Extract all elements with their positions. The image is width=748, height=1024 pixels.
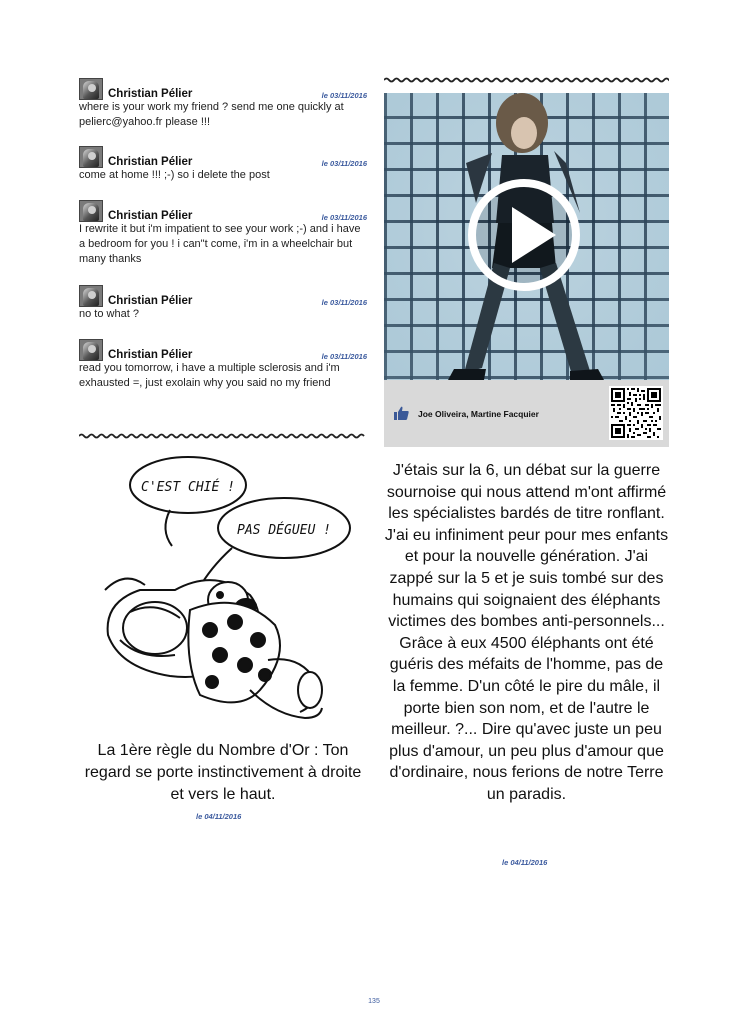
comment-date: le 03/11/2016 — [321, 298, 367, 307]
comment-author[interactable]: Christian Pélier — [108, 88, 193, 100]
comment-header — [79, 339, 367, 361]
speech-bubble-2 — [198, 498, 350, 590]
comment-date: le 03/11/2016 — [321, 159, 367, 168]
video-thumbnail[interactable] — [384, 93, 669, 380]
likers-names[interactable]: Joe Oliveira, Martine Facquier — [418, 409, 539, 419]
cartoon-illustration[interactable] — [100, 450, 355, 728]
left-caption-date: le 04/11/2016 — [196, 812, 242, 821]
comment-text: where is your work my friend ? send me one quickly at pelierc@yahoo.fr please !!! — [79, 101, 344, 128]
comment-author[interactable]: Christian Pélier — [108, 156, 193, 168]
page-number: 135 — [368, 998, 380, 1005]
comment — [79, 146, 367, 183]
comment-list — [79, 78, 367, 404]
play-button[interactable] — [468, 179, 580, 291]
thumbs-up-icon[interactable] — [394, 406, 409, 420]
comment-text: come at home !!! ;-) so i delete the post — [79, 169, 270, 181]
bubble-1-text: C'EST CHIÉ ! — [141, 480, 235, 495]
comment — [79, 285, 367, 322]
avatar[interactable] — [79, 285, 103, 307]
comment-author[interactable]: Christian Pélier — [108, 210, 193, 222]
avatar[interactable] — [79, 200, 103, 222]
wavy-divider-left — [79, 432, 367, 440]
bubble-2-text: PAS DÉGUEU ! — [237, 523, 331, 538]
comment — [79, 78, 367, 130]
comment-text: read you tomorrow, i have a multiple sclerosis and i'm exhausted =, just exolain why you said no my friend — [79, 362, 340, 389]
comment-text: no to what ? — [79, 308, 139, 320]
comment-header — [79, 200, 367, 222]
post-text: J'étais sur la 6, un débat sur la guerre sournoise qui nous attend m'ont affirmé les spécialistes bardés de titre ronflant. J'ai eu infiniment peur pour mes enfants et pour la nouvelle génération. J'ai zappé sur la 5 et je suis tombé sur des humains qui soignaient des éléphants victimes des bombes anti-personnels... Grâce à eux 4500 éléphants ont été guéris des méfaits de l'homme, pas de la femme. D'un côté le pire du mâle, il porte bien son nom, et de l'autre le meilleur. ?... Dire qu'avec juste un peu plus d'amour, un peu plus d'amour que d'ordinaire, nous ferions de notre Terre un paradis. — [384, 462, 669, 803]
left-caption: La 1ère règle du Nombre d'Or : Ton regard se porte instinctivement à droite et vers le haut. — [84, 742, 362, 803]
comment-date: le 03/11/2016 — [321, 91, 367, 100]
comment — [79, 339, 367, 391]
video-card — [384, 93, 669, 447]
comment-header — [79, 78, 367, 100]
comment-author[interactable]: Christian Pélier — [108, 349, 193, 361]
comment-header — [79, 285, 367, 307]
comment-text: I rewrite it but i'm impatient to see your work ;-) and i have a bedroom for you ! i can"t come, i'm in a wheelchair but many thanks — [79, 223, 361, 265]
cartoon-characters — [105, 579, 322, 718]
avatar[interactable] — [79, 78, 103, 100]
post-date: le 04/11/2016 — [502, 858, 548, 867]
wavy-divider-top-right — [384, 76, 669, 84]
comment-header — [79, 146, 367, 168]
comment-date: le 03/11/2016 — [321, 352, 367, 361]
comment-date: le 03/11/2016 — [321, 213, 367, 222]
comment — [79, 200, 367, 267]
qr-code[interactable] — [609, 386, 663, 440]
avatar[interactable] — [79, 146, 103, 168]
video-info-bar — [384, 380, 669, 447]
comment-author[interactable]: Christian Pélier — [108, 295, 193, 307]
avatar[interactable] — [79, 339, 103, 361]
